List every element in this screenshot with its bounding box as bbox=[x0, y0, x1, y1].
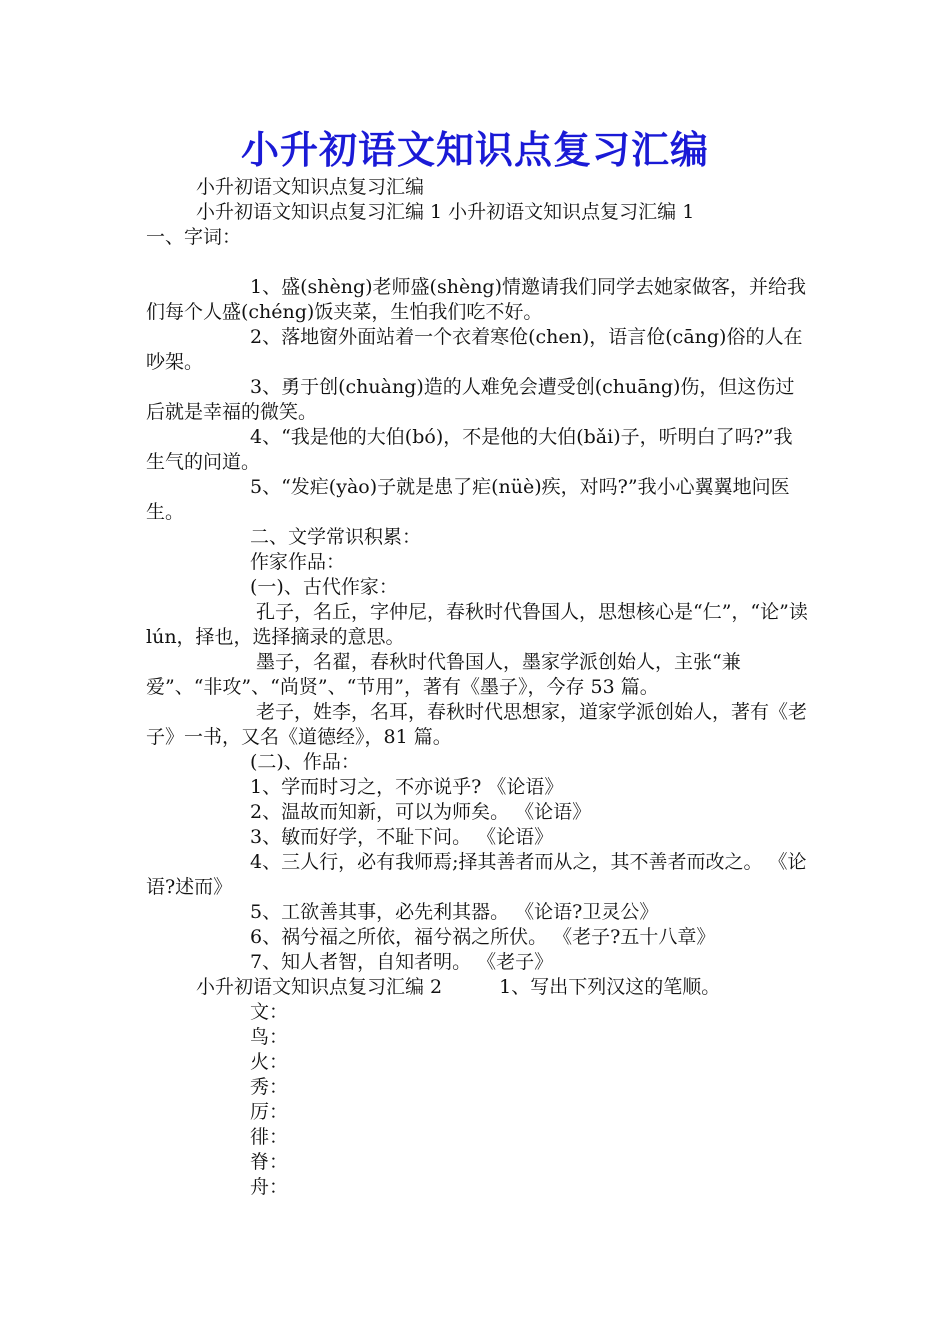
stroke-order-list bbox=[146, 1000, 810, 1200]
section-heading-words: 一、字词： bbox=[146, 226, 242, 248]
quote-item: 5、工欲善其事，必先利其器。 《论语?卫灵公》 bbox=[250, 901, 659, 923]
part2-line: 小升初语文知识点复习汇编 2 1、写出下列汉这的笔顺。 bbox=[196, 976, 721, 998]
stroke-char: 火： bbox=[250, 1051, 289, 1073]
blank-line bbox=[146, 250, 810, 275]
document-title: 小升初语文知识点复习汇编 bbox=[240, 127, 709, 172]
subtitle: 小升初语文知识点复习汇编 bbox=[196, 176, 425, 198]
stroke-char: 秀： bbox=[250, 1076, 289, 1098]
quote-item: 2、温故而知新，可以为师矣。 《论语》 bbox=[250, 801, 592, 823]
word-item: 1、盛(shèng)老师盛(shèng)情邀请我们同学去她家做客，并给我们每个人盛(chéng)饭夹菜，生怕我们吃不好。 bbox=[146, 276, 807, 323]
stroke-char: 徘： bbox=[250, 1126, 289, 1148]
word-item: 4、“我是他的大伯(bó)，不是他的大伯(bǎi)子，听明白了吗?”我生气的问道。 bbox=[146, 426, 793, 473]
quote-item: 1、学而时习之，不亦说乎? 《论语》 bbox=[250, 776, 564, 798]
ancient-authors-heading: (一)、古代作家： bbox=[250, 576, 398, 598]
works-sub-heading: (二)、作品： bbox=[250, 751, 360, 773]
author-entry: 老子，姓李，名耳，春秋时代思想家，道家学派创始人，著有《老子》一书，又名《道德经》，81 篇。 bbox=[146, 701, 808, 748]
stroke-char: 厉： bbox=[250, 1101, 289, 1123]
quote-item: 7、知人者智，自知者明。 《老子》 bbox=[250, 951, 554, 973]
quote-item: 4、三人行，必有我师焉;择其善者而从之，其不善者而改之。 《论语?述而》 bbox=[146, 851, 807, 898]
stroke-char: 文： bbox=[250, 1001, 289, 1023]
section-heading-literature: 二、文学常识积累： bbox=[250, 526, 422, 548]
author-entry: 孔子，名丘，字仲尼，春秋时代鲁国人，思想核心是“仁”，“论”读 lún，择也，选择摘录的意思。 bbox=[146, 601, 808, 648]
quote-item: 3、敏而好学，不耻下问。 《论语》 bbox=[250, 826, 554, 848]
intro-line: 小升初语文知识点复习汇编 1 小升初语文知识点复习汇编 1 bbox=[196, 201, 695, 223]
document-body bbox=[146, 175, 810, 1200]
quote-item: 6、祸兮福之所依，福兮祸之所伏。 《老子?五十八章》 bbox=[250, 926, 716, 948]
stroke-char: 脊： bbox=[250, 1151, 289, 1173]
author-entry: 墨子，名翟，春秋时代鲁国人，墨家学派创始人，主张“兼爱”、“非攻”、“尚贤”、“节用”，著有《墨子》，今存 53 篇。 bbox=[146, 651, 741, 698]
word-item: 2、落地窗外面站着一个衣着寒伧(chen)，语言伧(cāng)俗的人在吵架。 bbox=[146, 326, 803, 373]
word-item: 3、勇于创(chuàng)造的人难免会遭受创(chuāng)伤，但这伤过后就是幸福的微笑。 bbox=[146, 376, 795, 423]
word-item: 5、“发疟(yào)子就是患了疟(nüè)疾，对吗?”我小心翼翼地问医生。 bbox=[146, 476, 790, 523]
stroke-char: 舟： bbox=[250, 1176, 289, 1198]
stroke-char: 鸟： bbox=[250, 1026, 289, 1048]
works-heading: 作家作品： bbox=[250, 551, 346, 573]
